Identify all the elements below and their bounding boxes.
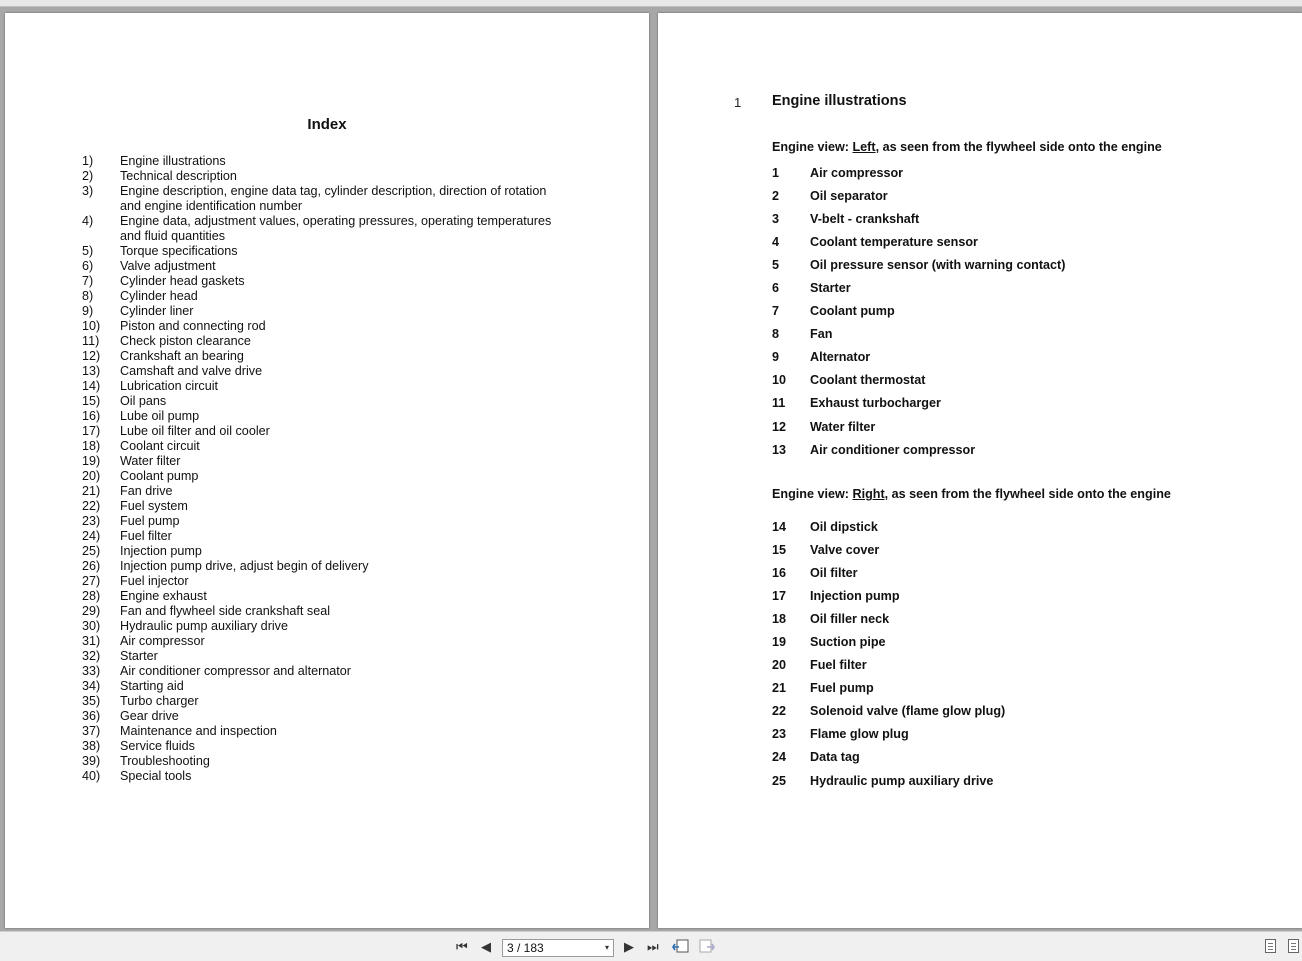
index-item-line: Torque specifications	[120, 244, 238, 258]
index-item	[82, 379, 602, 394]
index-item-text	[120, 154, 602, 169]
go-back-view-icon[interactable]	[672, 938, 690, 957]
index-item-number: 3)	[82, 184, 94, 198]
index-item-number: 36)	[82, 709, 101, 723]
part-item	[772, 207, 1272, 230]
last-page-icon[interactable]: ⏭	[647, 939, 659, 954]
part-number: 9	[772, 350, 780, 365]
index-item	[82, 244, 602, 259]
index-item-text	[120, 649, 602, 664]
index-item-line: Engine description, engine data tag, cylinder description, direction of rotation	[120, 184, 547, 198]
part-number: 15	[772, 542, 787, 557]
part-number: 11	[772, 396, 786, 411]
index-item	[82, 454, 602, 469]
index-item-text	[120, 424, 602, 439]
index-item	[82, 334, 602, 349]
index-item-text	[120, 694, 602, 709]
index-item	[82, 424, 602, 439]
index-item	[82, 694, 602, 709]
part-item	[772, 677, 1272, 700]
index-item-number: 40)	[82, 769, 101, 783]
part-number: 20	[772, 658, 787, 673]
index-item-number: 18)	[82, 439, 101, 453]
index-item-line: Coolant circuit	[120, 439, 200, 453]
part-number: 14	[772, 519, 787, 534]
index-item	[82, 589, 602, 604]
index-item	[82, 184, 602, 214]
index-item	[82, 514, 602, 529]
index-item-line: Lube oil filter and oil cooler	[120, 424, 270, 438]
part-item	[772, 630, 1272, 653]
section-number: 1	[734, 95, 742, 110]
index-item-number: 10)	[82, 319, 101, 333]
index-item-line: Lube oil pump	[120, 409, 200, 423]
part-item	[772, 323, 1272, 346]
index-item-text	[120, 184, 602, 214]
index-item-line: Piston and connecting rod	[120, 319, 266, 333]
index-item	[82, 394, 602, 409]
index-item-text	[120, 259, 602, 274]
part-label: V-belt - crankshaft	[810, 211, 920, 226]
index-item-text	[120, 214, 602, 244]
part-label: Fuel pump	[810, 681, 874, 696]
part-item	[772, 415, 1272, 438]
part-item	[772, 584, 1272, 607]
part-label: Air conditioner compressor	[810, 442, 976, 457]
part-number: 8	[772, 327, 780, 342]
index-item-line: and engine identification number	[120, 199, 303, 213]
index-item-line: Cylinder liner	[120, 304, 194, 318]
index-item-number: 29)	[82, 604, 101, 618]
index-item	[82, 619, 602, 634]
index-item-text	[120, 319, 602, 334]
part-number: 12	[772, 419, 787, 434]
part-number: 4	[772, 234, 780, 249]
index-item-text	[120, 514, 602, 529]
index-item	[82, 754, 602, 769]
part-item	[772, 253, 1272, 276]
index-item-text	[120, 709, 602, 724]
index-item	[82, 544, 602, 559]
part-label: Suction pipe	[810, 635, 886, 650]
part-item	[772, 392, 1272, 415]
index-item-text	[120, 454, 602, 469]
part-number: 21	[772, 681, 787, 696]
section-title: Engine illustrations	[772, 93, 907, 109]
part-label: Starter	[810, 281, 851, 296]
part-number: 25	[772, 773, 787, 788]
index-item-line: Turbo charger	[120, 694, 199, 708]
index-item-text	[120, 364, 602, 379]
index-item-number: 33)	[82, 664, 101, 678]
index-item-text	[120, 634, 602, 649]
index-item-number: 11)	[82, 334, 100, 348]
part-item	[772, 607, 1272, 630]
index-item-line: Fuel filter	[120, 529, 172, 543]
index-item	[82, 214, 602, 244]
first-page-icon[interactable]: ⏮	[456, 939, 468, 954]
index-item-number: 15)	[82, 394, 101, 408]
index-item-line: Air compressor	[120, 634, 205, 648]
part-number: 1	[772, 165, 780, 180]
index-item	[82, 649, 602, 664]
part-item	[772, 161, 1272, 184]
index-item	[82, 559, 602, 574]
index-item-number: 30)	[82, 619, 101, 633]
index-item	[82, 679, 602, 694]
part-number: 2	[772, 188, 780, 203]
part-label: Oil pressure sensor (with warning contact)	[810, 257, 1066, 272]
index-item-line: Special tools	[120, 769, 192, 783]
index-item	[82, 364, 602, 379]
index-item-line: Oil pans	[120, 394, 167, 408]
index-item	[82, 154, 602, 169]
index-item	[82, 769, 602, 784]
part-label: Fuel filter	[810, 658, 867, 673]
part-number: 13	[772, 442, 787, 457]
part-item	[772, 346, 1272, 369]
part-label: Oil filter	[810, 565, 858, 580]
index-item-text	[120, 529, 602, 544]
index-item-number: 1)	[82, 154, 94, 168]
index-item-text	[120, 379, 602, 394]
part-label: Oil dipstick	[810, 519, 878, 534]
index-item-number: 5)	[82, 244, 94, 258]
index-item	[82, 274, 602, 289]
index-item-text	[120, 574, 602, 589]
part-number: 22	[772, 704, 787, 719]
index-item-number: 24)	[82, 529, 101, 543]
index-item-line: and fluid quantities	[120, 229, 226, 243]
index-item-number: 26)	[82, 559, 101, 573]
index-item-text	[120, 724, 602, 739]
index-item-text	[120, 499, 602, 514]
part-item	[772, 438, 1272, 461]
part-label: Oil filler neck	[810, 611, 890, 626]
go-forward-view-icon[interactable]	[698, 938, 716, 957]
index-item-line: Starter	[120, 649, 158, 663]
index-item-number: 2)	[82, 169, 94, 183]
index-item-text	[120, 244, 602, 259]
index-item-line: Check piston clearance	[120, 334, 251, 348]
part-number: 19	[772, 635, 787, 650]
index-item-line: Starting aid	[120, 679, 184, 693]
index-item-number: 12)	[82, 349, 101, 363]
index-item-text	[120, 274, 602, 289]
index-item-number: 19)	[82, 454, 101, 468]
index-item-text	[120, 394, 602, 409]
index-item-text	[120, 484, 602, 499]
index-item-text	[120, 589, 602, 604]
index-item-line: Technical description	[120, 169, 237, 183]
part-number: 10	[772, 373, 787, 388]
right-view-parts-list	[772, 515, 1272, 792]
index-item-number: 37)	[82, 724, 101, 738]
part-label: Injection pump	[810, 588, 900, 603]
index-item-text	[120, 544, 602, 559]
part-label: Coolant temperature sensor	[810, 234, 978, 249]
right-view-heading: Engine view: Right, as seen from the flywheel side onto the engine	[772, 487, 1171, 501]
part-label: Air compressor	[810, 165, 904, 180]
index-item-text	[120, 349, 602, 364]
index-item	[82, 709, 602, 724]
part-label: Water filter	[810, 419, 876, 434]
index-item	[82, 664, 602, 679]
part-item	[772, 723, 1272, 746]
part-label: Alternator	[810, 350, 871, 365]
index-title: Index	[307, 116, 347, 133]
part-item	[772, 184, 1272, 207]
index-item-number: 39)	[82, 754, 101, 768]
part-number: 23	[772, 727, 787, 742]
index-item-line: Service fluids	[120, 739, 195, 753]
index-item-text	[120, 409, 602, 424]
part-number: 17	[772, 588, 787, 603]
part-label: Hydraulic pump auxiliary drive	[810, 773, 994, 788]
index-item-line: Engine illustrations	[120, 154, 226, 168]
index-list	[82, 154, 602, 784]
index-item-text	[120, 469, 602, 484]
index-item-number: 6)	[82, 259, 94, 273]
index-item-number: 34)	[82, 679, 101, 693]
index-item-text	[120, 664, 602, 679]
chevron-down-icon: ▾	[604, 943, 609, 952]
document-page-left	[5, 13, 649, 928]
index-item-number: 4)	[82, 214, 94, 228]
index-item-line: Fuel pump	[120, 514, 180, 528]
index-item-number: 38)	[82, 739, 101, 753]
index-item	[82, 739, 602, 754]
part-number: 18	[772, 611, 787, 626]
part-item	[772, 369, 1272, 392]
index-item-number: 32)	[82, 649, 101, 663]
part-item	[772, 276, 1272, 299]
part-item	[772, 746, 1272, 769]
index-item	[82, 529, 602, 544]
part-label: Coolant thermostat	[810, 373, 926, 388]
index-item-number: 16)	[82, 409, 101, 423]
index-item	[82, 724, 602, 739]
index-item-line: Maintenance and inspection	[120, 724, 277, 738]
index-item	[82, 469, 602, 484]
index-item-text	[120, 754, 602, 769]
index-item-line: Engine data, adjustment values, operating pressures, operating temperatures	[120, 214, 552, 228]
part-item	[772, 769, 1272, 792]
index-item-number: 20)	[82, 469, 101, 483]
index-item-line: Injection pump	[120, 544, 202, 558]
index-item-line: Hydraulic pump auxiliary drive	[120, 619, 288, 633]
left-view-side: Left,	[852, 140, 880, 154]
part-number: 16	[772, 565, 787, 580]
index-item-line: Injection pump drive, adjust begin of delivery	[120, 559, 369, 573]
single-page-view-icon[interactable]	[1265, 939, 1276, 953]
next-page-icon[interactable]: ▶	[624, 939, 634, 954]
index-item-line: Troubleshooting	[120, 754, 210, 768]
index-item-line: Cylinder head	[120, 289, 198, 303]
index-item-number: 21)	[82, 484, 101, 498]
part-number: 6	[772, 281, 780, 296]
index-item	[82, 304, 602, 319]
index-item-number: 27)	[82, 574, 101, 588]
index-item-line: Fan drive	[120, 484, 173, 498]
index-item-number: 22)	[82, 499, 101, 513]
index-item-line: Camshaft and valve drive	[120, 364, 263, 378]
index-item	[82, 634, 602, 649]
index-item-text	[120, 334, 602, 349]
index-item	[82, 499, 602, 514]
index-item	[82, 349, 602, 364]
index-item-line: Coolant pump	[120, 469, 199, 483]
index-item	[82, 574, 602, 589]
continuous-page-view-icon[interactable]	[1288, 939, 1299, 953]
part-label: Flame glow plug	[810, 727, 909, 742]
index-item	[82, 259, 602, 274]
index-item-text	[120, 559, 602, 574]
part-number: 24	[772, 750, 787, 765]
part-number: 5	[772, 257, 780, 272]
index-item	[82, 409, 602, 424]
page-number-select[interactable]	[502, 939, 614, 957]
part-label: Valve cover	[810, 542, 880, 557]
index-item	[82, 439, 602, 454]
part-number: 7	[772, 304, 780, 319]
index-item	[82, 169, 602, 184]
index-item-number: 17)	[82, 424, 101, 438]
part-item	[772, 538, 1272, 561]
index-item-line: Fuel system	[120, 499, 188, 513]
viewer-toolbar	[0, 931, 1302, 961]
index-item-line: Fuel injector	[120, 574, 189, 588]
part-label: Solenoid valve (flame glow plug)	[810, 704, 1006, 719]
part-item	[772, 654, 1272, 677]
right-view-side: Right,	[852, 487, 889, 501]
index-item-line: Cylinder head gaskets	[120, 274, 245, 288]
index-item-text	[120, 739, 602, 754]
part-item	[772, 300, 1272, 323]
index-item-number: 14)	[82, 379, 101, 393]
part-item	[772, 230, 1272, 253]
index-item-number: 25)	[82, 544, 101, 558]
index-item-line: Air conditioner compressor and alternator	[120, 664, 351, 678]
index-item-number: 8)	[82, 289, 94, 303]
viewer-top-edge	[0, 0, 1302, 7]
index-item-line: Gear drive	[120, 709, 179, 723]
part-item	[772, 700, 1272, 723]
index-item-text	[120, 289, 602, 304]
part-item	[772, 561, 1272, 584]
index-item-text	[120, 769, 602, 784]
index-item-line: Fan and flywheel side crankshaft seal	[120, 604, 331, 618]
index-item	[82, 289, 602, 304]
index-item-text	[120, 169, 602, 184]
index-item-number: 35)	[82, 694, 101, 708]
index-item	[82, 484, 602, 499]
index-item-number: 28)	[82, 589, 101, 603]
index-item	[82, 319, 602, 334]
index-item-number: 13)	[82, 364, 101, 378]
index-item-line: Valve adjustment	[120, 259, 216, 273]
left-view-heading: Engine view: Left, as seen from the flywheel side onto the engine	[772, 140, 1162, 154]
index-item-line: Water filter	[120, 454, 181, 468]
page-indicator: 3 / 183	[507, 941, 544, 955]
index-item-text	[120, 439, 602, 454]
index-item	[82, 604, 602, 619]
part-label: Oil separator	[810, 188, 888, 203]
index-item-line: Crankshaft an bearing	[120, 349, 244, 363]
index-item-text	[120, 304, 602, 319]
part-label: Data tag	[810, 750, 860, 765]
index-item-text	[120, 604, 602, 619]
index-item-line: Engine exhaust	[120, 589, 207, 603]
part-label: Exhaust turbocharger	[810, 396, 941, 411]
previous-page-icon[interactable]: ◀	[481, 939, 491, 954]
index-item-number: 31)	[82, 634, 101, 648]
document-page-right	[658, 13, 1302, 928]
part-label: Coolant pump	[810, 304, 895, 319]
part-label: Fan	[810, 327, 833, 342]
index-item-number: 9)	[82, 304, 94, 318]
index-item-text	[120, 679, 602, 694]
part-number: 3	[772, 211, 780, 226]
left-view-parts-list	[772, 161, 1272, 461]
part-item	[772, 515, 1272, 538]
index-item-text	[120, 619, 602, 634]
index-item-line: Lubrication circuit	[120, 379, 218, 393]
index-item-number: 7)	[82, 274, 94, 288]
index-item-number: 23)	[82, 514, 101, 528]
